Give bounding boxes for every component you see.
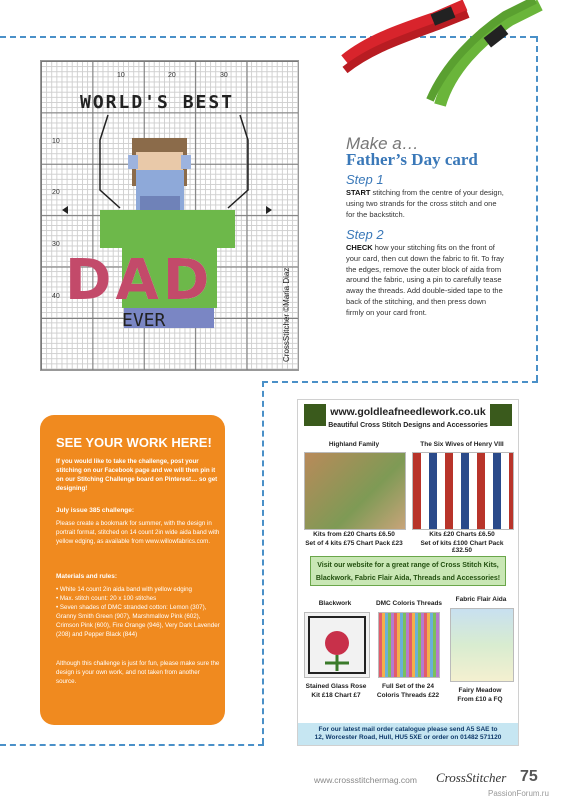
challenge-box — [40, 415, 225, 725]
step2-text: CHECK how your stitching fits on the front of your card, then cut down the fabric to fit. To fray the edges, remove the outer block of aida from around the fabric, using a pin to carefully tease away the threads. Add double-sided tape to the back of the stitching, and then press down firmly on your card front. — [346, 243, 504, 317]
six-wives-price-2: Set of kits £100 Chart Pack £32.50 — [420, 540, 504, 554]
tick-left-30: 30 — [52, 241, 60, 248]
materials-item: • Seven shades of DMC stranded cotton: Lemon (307), Granny Smith Green (907), Marshmallow Pink (602), Crimson Pink (600), Fire Orange (946), Very Dark Lavender (208) and Pepper Black (844) — [56, 604, 220, 638]
fabric-cap-1: Fairy Meadow — [458, 687, 502, 694]
chart-ever-text: EVER — [122, 310, 166, 331]
chart-title-text: WORLD'S BEST — [80, 92, 235, 113]
coloris-title: DMC Coloris Threads — [375, 600, 443, 607]
tick-top-20: 20 — [168, 72, 176, 79]
ad-url[interactable]: www.goldleafneedlework.co.uk — [330, 406, 486, 418]
page-number: 75 — [520, 768, 538, 785]
six-wives-image — [412, 452, 514, 530]
footer-brand: CrossStitcher — [436, 770, 507, 785]
blackwork-cap-2: Kit £18 Chart £7 — [311, 692, 361, 699]
chart-watermark: CrossStitcher ©Maria Diaz — [282, 267, 291, 362]
make-title: Make a… — [346, 134, 419, 153]
blackwork-title: Blackwork — [318, 600, 352, 607]
fairy-meadow-image — [450, 608, 514, 682]
challenge-title: SEE YOUR WORK HERE! — [56, 435, 212, 450]
highland-price-2: Set of 4 kits £75 Chart Pack £23 — [305, 540, 403, 547]
six-wives-price-1: Kits £20 Charts £6.50 — [429, 531, 495, 538]
goldleaf-advert — [297, 399, 519, 746]
materials-list — [56, 585, 221, 639]
challenge-intro: If you would like to take the challenge, post your stitching on our Facebook page and we will then pin it on our Stitching Challenge board on Pinterest… so get designing! — [56, 458, 218, 492]
tick-top-10: 10 — [117, 72, 125, 79]
coloris-cap-2: Coloris Threads £22 — [376, 692, 440, 699]
ad-tagline: Beautiful Cross Stitch Designs and Accessories — [328, 422, 488, 429]
ad-footer: For our latest mail order catalogue please send A5 SAE to 12, Worcester Road, Hull, HU5 5XE or order on 01482 571120 — [298, 723, 518, 745]
coloris-cap-1: Full Set of the 24 — [381, 683, 434, 690]
tick-left-10: 10 — [52, 138, 60, 145]
fabric-flair-title: Fabric Flair Aida — [455, 596, 507, 603]
rose-pattern-icon — [305, 613, 369, 677]
coloris-threads-image — [378, 612, 440, 678]
challenge-closing: Although this challenge is just for fun, please make sure the design is your own work, and not taken from another source. — [56, 660, 220, 685]
footer-url[interactable]: www.crossstitchermag.com — [314, 775, 417, 785]
tick-left-20: 20 — [52, 189, 60, 196]
highland-price-1: Kits from £20 Charts £6.50 — [313, 531, 395, 538]
ad-visit-band: Visit our website for a great range of Cross Stitch Kits, Blackwork, Fabric Flair Aida, Threads and Accessories! — [310, 556, 506, 586]
tick-left-40: 40 — [52, 293, 60, 300]
green-floss-image — [425, 0, 545, 110]
materials-item: • Max. stitch count: 20 x 100 stitches — [56, 595, 157, 602]
dashed-border-ad-left — [262, 381, 264, 744]
chart-dad-text: DAD — [65, 248, 214, 313]
step2-label: Step 2 — [346, 227, 384, 242]
highland-title: Highland Family — [328, 441, 380, 448]
materials-item: • White 14 count 2in aida band with yellow edging — [56, 586, 192, 593]
fabric-cap-2: From £10 a FQ — [457, 696, 503, 703]
make-subtitle: Father’s Day card — [346, 150, 478, 169]
issue-heading: July issue 385 challenge: — [56, 507, 135, 514]
stained-glass-rose-image — [304, 612, 370, 678]
footer-watermark: PassionForum.ru — [488, 789, 549, 798]
step1-text: START stitching from the centre of your design, using two strands for the cross stitch and one for the backstitch. — [346, 188, 504, 219]
highland-cattle-image — [304, 452, 406, 530]
issue-text: Please create a bookmark for summer, with the design in portrait format, stitched on 14 count 2in wide aida band with yellow edging, as available from www.willowfabrics.com. — [56, 520, 220, 545]
six-wives-title: The Six Wives of Henry VIII — [420, 441, 504, 448]
dashed-border-middle — [262, 381, 538, 383]
step1-label: Step 1 — [346, 172, 384, 187]
tick-top-30: 30 — [220, 72, 228, 79]
blackwork-cap-1: Stained Glass Rose — [305, 683, 367, 690]
materials-heading: Materials and rules: — [56, 573, 118, 580]
dashed-border-bottom — [0, 744, 264, 746]
